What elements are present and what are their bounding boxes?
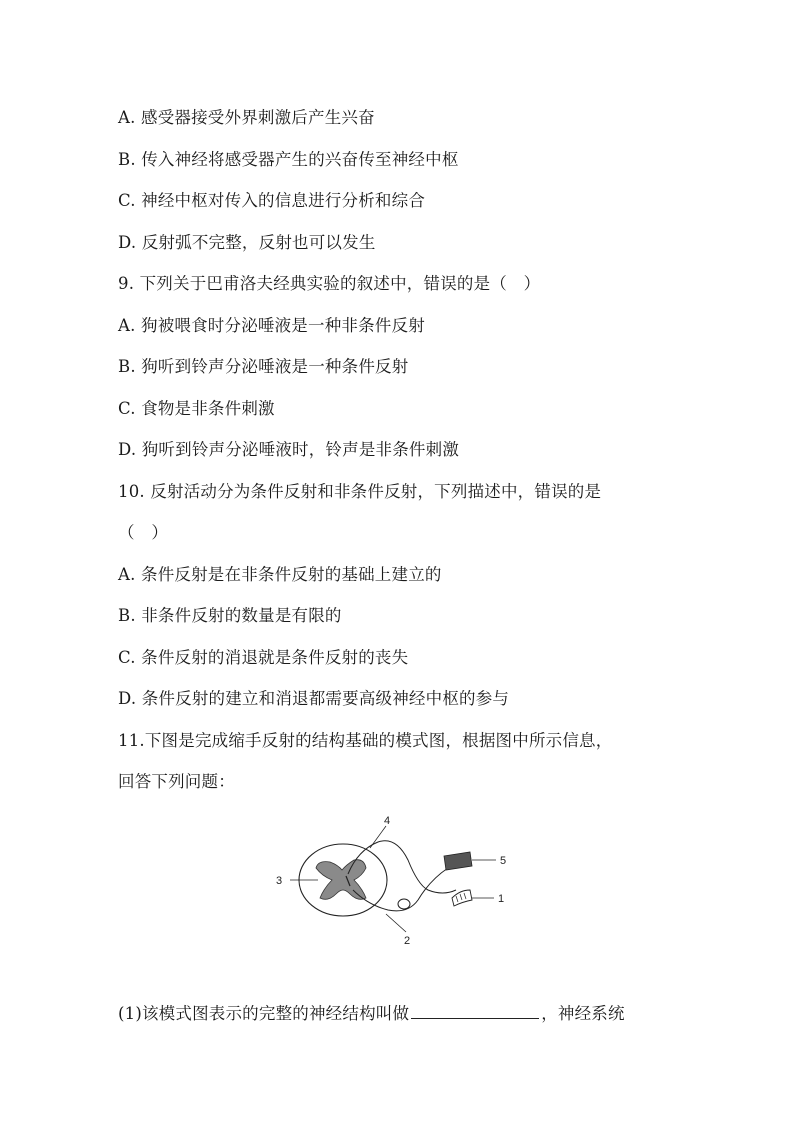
gray-matter: [316, 860, 366, 900]
question-9: 9. 下列关于巴甫洛夫经典实验的叙述中，错误的是（ ）: [118, 274, 541, 293]
label-4: 4: [384, 815, 391, 827]
question-11: 11.下图是完成缩手反射的结构基础的模式图，根据图中所示信息，: [118, 731, 613, 750]
line-8d: D. 反射弧不完整，反射也可以发生: [118, 233, 376, 252]
ganglion: [398, 899, 410, 909]
line-8c: C. 神经中枢对传入的信息进行分析和综合: [118, 191, 426, 210]
line-10b: B. 非条件反射的数量是有限的: [118, 606, 342, 625]
leader-2: [386, 914, 406, 932]
line-9a: A. 狗被喂食时分泌唾液是一种非条件反射: [118, 316, 425, 335]
label-1: 1: [498, 893, 505, 905]
line-10a: A. 条件反射是在非条件反射的基础上建立的: [118, 565, 442, 584]
question-11-cont: 回答下列问题：: [118, 772, 235, 791]
receptor-skin: [452, 890, 472, 906]
line-9d: D. 狗听到铃声分泌唾液时，铃声是非条件刺激: [118, 440, 460, 459]
label-2: 2: [404, 935, 411, 947]
question-11-part-1: [118, 1002, 625, 1024]
part-1-text: (1)该模式图表示的完整的神经结构叫做: [118, 1004, 410, 1023]
leader-4: [370, 826, 386, 848]
question-10: 10. 反射活动分为条件反射和非条件反射，下列描述中，错误的是: [118, 482, 602, 501]
reflex-arc-diagram: [258, 810, 528, 960]
line-9b: B. 狗听到铃声分泌唾液是一种条件反射: [118, 357, 409, 376]
part-1-text-after: ，神经系统: [541, 1004, 625, 1023]
label-3: 3: [276, 875, 283, 887]
line-9c: C. 食物是非条件刺激: [118, 399, 275, 418]
line-8a: A. 感受器接受外界刺激后产生兴奋: [118, 108, 375, 127]
label-5: 5: [500, 855, 507, 867]
effector-muscle: [444, 852, 472, 870]
question-10-paren: （ ）: [118, 523, 169, 542]
line-10c: C. 条件反射的消退就是条件反射的丧失: [118, 648, 409, 667]
line-10d: D. 条件反射的建立和消退都需要高级神经中枢的参与: [118, 689, 510, 708]
line-8b: B. 传入神经将感受器产生的兴奋传至神经中枢: [118, 150, 459, 169]
answer-blank[interactable]: [411, 1002, 539, 1019]
